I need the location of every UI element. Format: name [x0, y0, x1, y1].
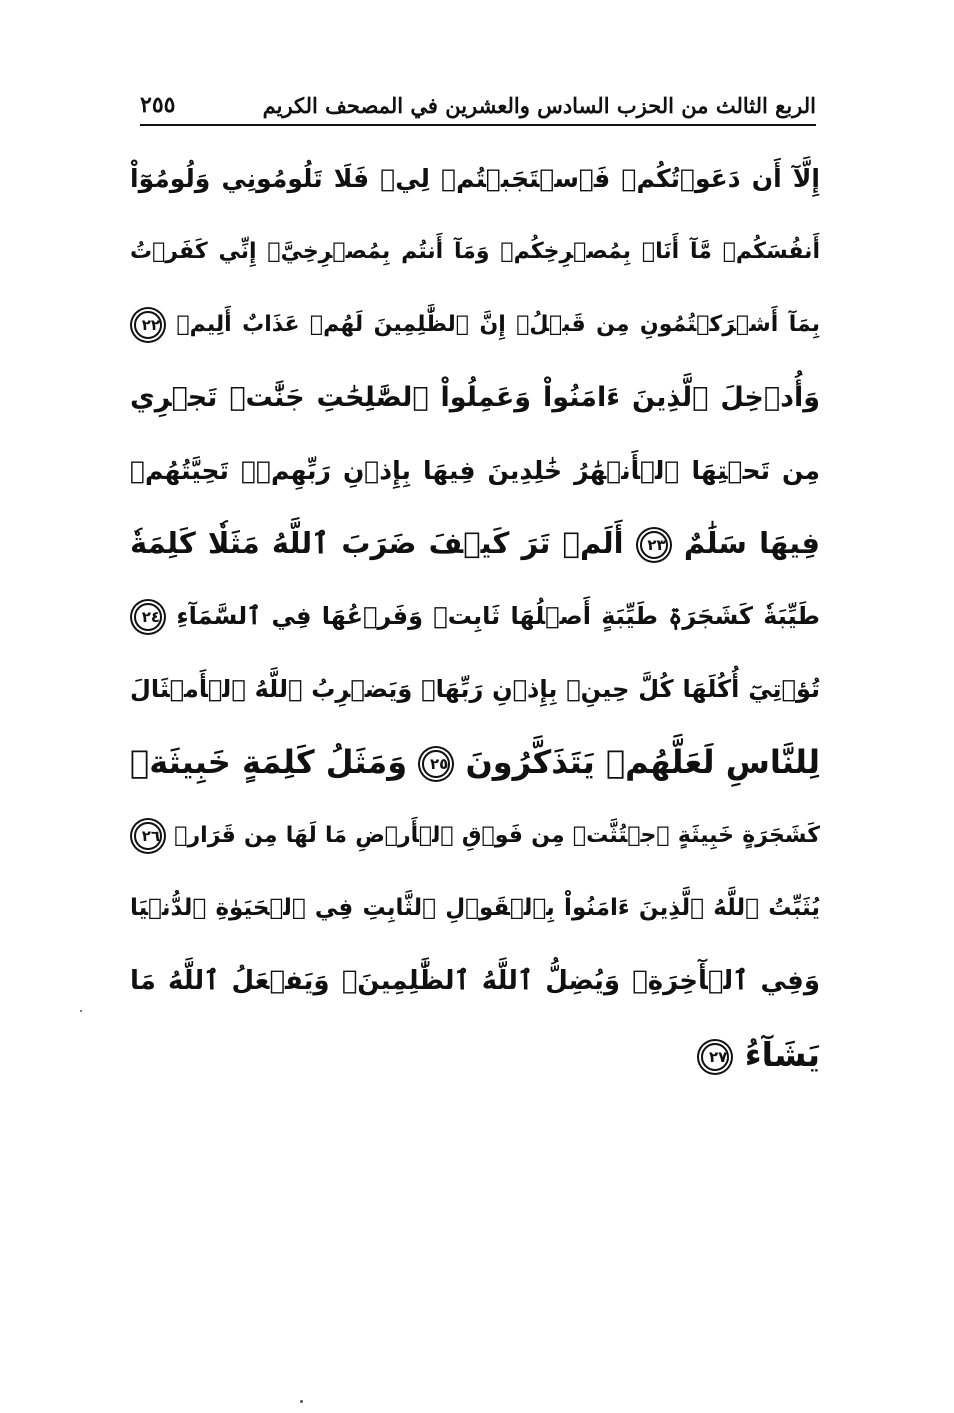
verse-text: كَشَجَرَةٍ خَبِيثَةٍ ٱجۡتُثَّتۡ مِن فَوۡقِ ٱلۡأَرۡضِ مَا لَهَا مِن قَرَارٖ [174, 823, 820, 848]
verse-text: مِن تَحۡتِهَا ٱلۡأَنۡهَٰرُ خَٰلِدِينَ فِيهَا بِإِذۡنِ رَبِّهِمۡۖ تَحِيَّتُهُمۡ [130, 456, 820, 485]
verse-text: أَنفُسَكُمۖ مَّآ أَنَا۠ بِمُصۡرِخِكُمۡ وَمَآ أَنتُم بِمُصۡرِخِيَّۖ إِنِّي كَفَرۡتُ [130, 239, 820, 264]
verse-line [130, 288, 820, 361]
verse-text: إِلَّآ أَن دَعَوۡتُكُمۡ فَٱسۡتَجَبۡتُمۡ لِيۖ فَلَا تَلُومُونِي وَلُومُوٓاْ [130, 164, 820, 193]
verse-text: أَلَمۡ تَرَ كَيۡفَ ضَرَبَ ٱللَّهُ مَثَلٗا كَلِمَةٗ [130, 526, 624, 560]
page-number: ٢٥٥ [140, 92, 176, 118]
verse-line [130, 726, 820, 799]
ayah-number-marker: ٢٦ [134, 822, 162, 850]
verse-text: وَفِي ٱلۡأٓخِرَةِۖ وَيُضِلُّ ٱللَّهُ ٱلظَّٰلِمِينَۚ وَيَفۡعَلُ ٱللَّهُ مَا [130, 966, 820, 996]
verse-line [130, 580, 820, 653]
verse-text: تُؤۡتِيٓ أُكُلَهَا كُلَّ حِينِۭ بِإِذۡنِ رَبِّهَاۗ وَيَضۡرِبُ ٱللَّهُ ٱلۡأَمۡثَالَ [130, 675, 820, 703]
scan-speck [300, 1400, 303, 1403]
ayah-number-marker: ٢٢ [134, 311, 162, 339]
verse-line [130, 507, 820, 580]
page-header [140, 82, 816, 124]
ayah-number-marker: ٢٤ [134, 603, 162, 631]
verse-text: وَمَثَلُ كَلِمَةٍ خَبِيثَةٖ [130, 743, 408, 781]
verse-text: يَشَآءُ [744, 1035, 820, 1074]
verse-line [130, 1018, 820, 1091]
verse-text: يُثَبِّتُ ٱللَّهُ ٱلَّذِينَ ءَامَنُواْ بِٱلۡقَوۡلِ ٱلثَّابِتِ فِي ٱلۡحَيَوٰةِ ٱلدُّنۡيَا [130, 895, 820, 921]
verse-line [130, 945, 820, 1018]
verse-text: لِلنَّاسِ لَعَلَّهُمۡ يَتَذَكَّرُونَ [465, 743, 820, 781]
ayah-number-marker: ٢٧ [701, 1043, 729, 1071]
scan-speck [80, 1010, 82, 1012]
verse-line [130, 215, 820, 288]
verse-text: طَيِّبَةٗ كَشَجَرَةٖ طَيِّبَةٍ أَصۡلُهَا ثَابِتٞ وَفَرۡعُهَا فِي ٱلسَّمَآءِ [176, 602, 820, 630]
header-title: الربع الثالث من الحزب السادس والعشرين في المصحف الكريم [262, 93, 816, 118]
verse-line [130, 799, 820, 872]
verse-text: فِيهَا سَلَٰمٌ [683, 526, 820, 560]
verse-text: بِمَآ أَشۡرَكۡتُمُونِ مِن قَبۡلُۗ إِنَّ ٱلظَّٰلِمِينَ لَهُمۡ عَذَابٌ أَلِيمٞ [176, 312, 820, 337]
verse-line [130, 142, 820, 215]
verse-line [130, 653, 820, 726]
ayah-number-marker: ٢٣ [640, 531, 668, 559]
verse-line [130, 361, 820, 434]
quran-text-block [130, 142, 820, 1091]
ayah-number-marker: ٢٥ [422, 750, 450, 778]
verse-text: وَأُدۡخِلَ ٱلَّذِينَ ءَامَنُواْ وَعَمِلُواْ ٱلصَّٰلِحَٰتِ جَنَّٰتٖ تَجۡرِي [130, 382, 820, 413]
verse-line [130, 434, 820, 507]
header-divider [140, 124, 816, 126]
verse-line [130, 872, 820, 945]
